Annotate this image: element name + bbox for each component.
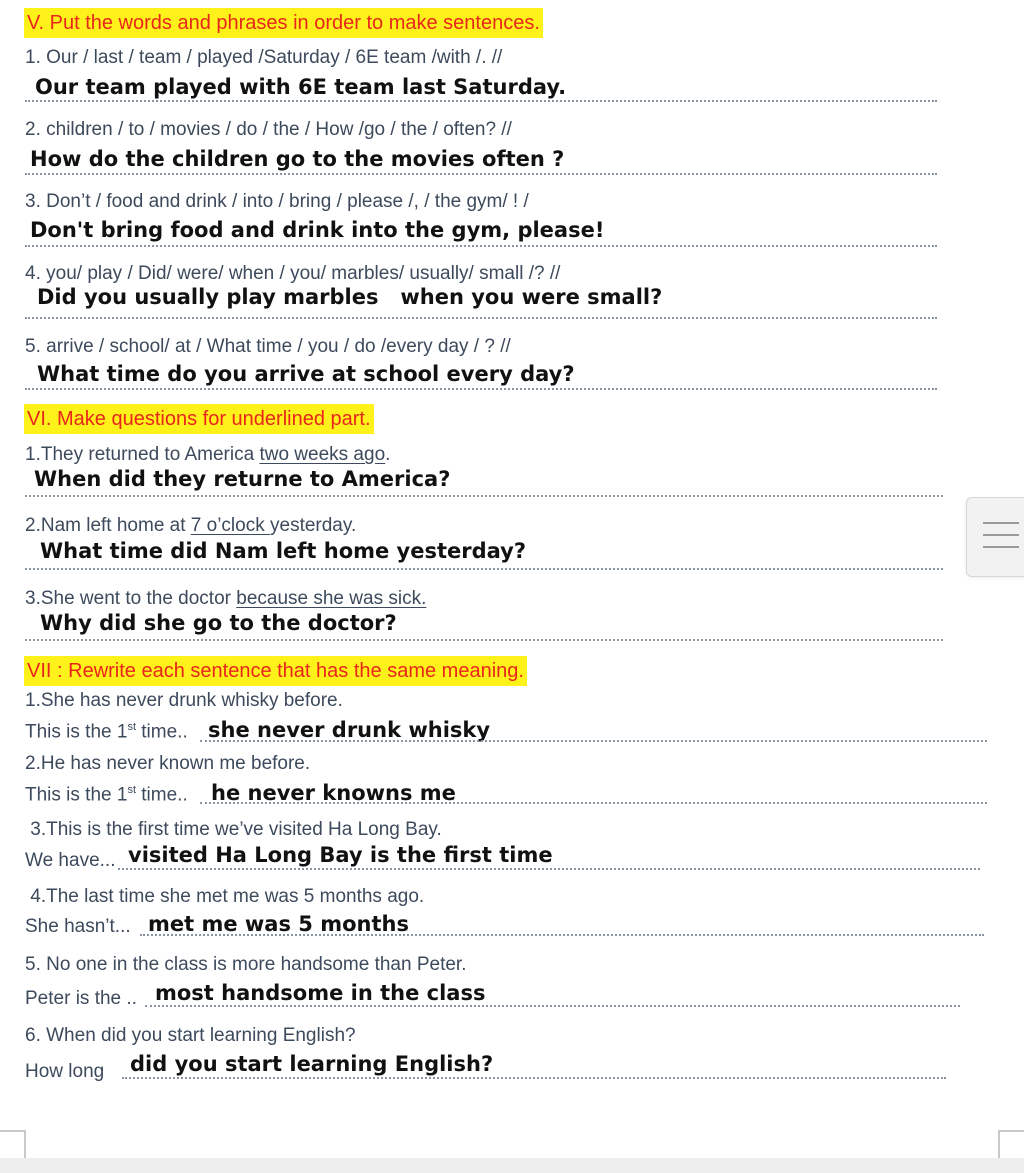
prompt-text: .	[385, 444, 391, 465]
section-5-prompt-4: 4. you/ play / Did/ were/ when / you/ marbles/ usually/ small /? //	[25, 263, 561, 284]
answer-line	[200, 740, 987, 742]
section-7-original-5: 5. No one in the class is more handsome than Peter.	[25, 954, 467, 975]
section-6-prompt-1	[25, 444, 390, 466]
answer-line	[25, 245, 937, 247]
section-7-heading: VII : Rewrite each sentence that has the same meaning.	[24, 656, 527, 686]
section-7-prefix-5: Peter is the ..	[25, 988, 137, 1009]
answer-line	[118, 868, 980, 870]
prompt-text: yesterday.	[270, 515, 357, 536]
prompt-text: 2.Nam left home at	[25, 515, 191, 536]
section-7-prefix-4: She hasn’t...	[25, 916, 131, 937]
section-7-answer-4: met me was 5 months	[148, 912, 409, 936]
section-5-heading: V. Put the words and phrases in order to make sentences.	[24, 8, 543, 38]
section-7-answer-6: did you start learning English?	[130, 1052, 494, 1076]
section-6-heading: VI. Make questions for underlined part.	[24, 404, 374, 434]
handle-line	[983, 534, 1019, 536]
section-5-answer-5: What time do you arrive at school every day?	[37, 362, 575, 386]
section-5-prompt-1: 1. Our / last / team / played /Saturday / 6E team /with /. //	[25, 47, 503, 68]
section-7-original-4: 4.The last time she met me was 5 months ago.	[25, 886, 425, 907]
answer-line	[25, 495, 943, 497]
section-5-prompt-3: 3. Don’t / food and drink / into / bring / please /, / the gym/ ! /	[25, 191, 529, 212]
section-6-prompt-2	[25, 515, 356, 537]
prefix-text: time..	[136, 721, 188, 743]
scroll-handle[interactable]	[966, 497, 1024, 577]
underlined-part: two weeks ago	[259, 444, 386, 465]
section-7-prefix-3: We have...	[25, 850, 116, 871]
section-7-answer-5: most handsome in the class	[155, 981, 486, 1005]
prefix-text: This is the 1	[25, 784, 128, 806]
page-separator	[0, 1158, 1024, 1173]
answer-line	[25, 100, 937, 102]
section-5-prompt-2: 2. children / to / movies / do / the / How /go / the / often? //	[25, 119, 512, 140]
prefix-text: time..	[136, 784, 188, 806]
section-6-answer-2: What time did Nam left home yesterday?	[40, 539, 527, 563]
handle-line	[983, 522, 1019, 524]
answer-line	[145, 1005, 960, 1007]
section-5-answer-2: How do the children go to the movies often ?	[30, 147, 565, 171]
section-7-answer-1: she never drunk whisky	[208, 718, 491, 742]
superscript: st	[127, 721, 136, 733]
section-7-original-6: 6. When did you start learning English?	[25, 1025, 356, 1046]
superscript: st	[127, 784, 136, 796]
section-7-original-1: 1.She has never drunk whisky before.	[25, 690, 343, 711]
prompt-text: 1.They returned to America	[25, 444, 260, 465]
section-7-original-2: 2.He has never known me before.	[25, 753, 311, 774]
underlined-part: because she was sick.	[236, 588, 427, 609]
section-7-answer-3: visited Ha Long Bay is the first time	[128, 843, 553, 867]
answer-line	[25, 388, 937, 390]
section-6-answer-3: Why did she go to the doctor?	[40, 611, 397, 635]
section-7-answer-2: he never knowns me	[211, 781, 456, 805]
answer-line	[122, 1077, 946, 1079]
section-5-answer-3: Don't bring food and drink into the gym, please!	[30, 218, 605, 242]
section-5-answer-1: Our team played with 6E team last Saturday.	[35, 75, 567, 99]
section-5-answer-4: Did you usually play marbles when you were small?	[37, 285, 663, 309]
underlined-part: 7 o’clock	[190, 515, 270, 536]
handle-line	[983, 546, 1019, 548]
answer-line	[25, 173, 937, 175]
answer-line	[25, 639, 943, 641]
answer-line	[140, 934, 984, 936]
answer-line	[200, 802, 987, 804]
section-7-original-3: 3.This is the first time we’ve visited Ha Long Bay.	[25, 819, 442, 840]
section-7-prefix-6: How long	[25, 1061, 105, 1082]
section-7-prefix-1	[25, 721, 188, 743]
answer-line	[25, 568, 943, 570]
answer-line	[25, 317, 937, 319]
section-6-answer-1: When did they returne to America?	[34, 467, 451, 491]
section-7-prefix-2	[25, 784, 188, 806]
section-6-prompt-3	[25, 588, 426, 610]
prompt-text: 3.She went to the doctor	[25, 588, 237, 609]
section-5-prompt-5: 5. arrive / school/ at / What time / you / do /every day / ? //	[25, 336, 511, 357]
prefix-text: This is the 1	[25, 721, 128, 743]
